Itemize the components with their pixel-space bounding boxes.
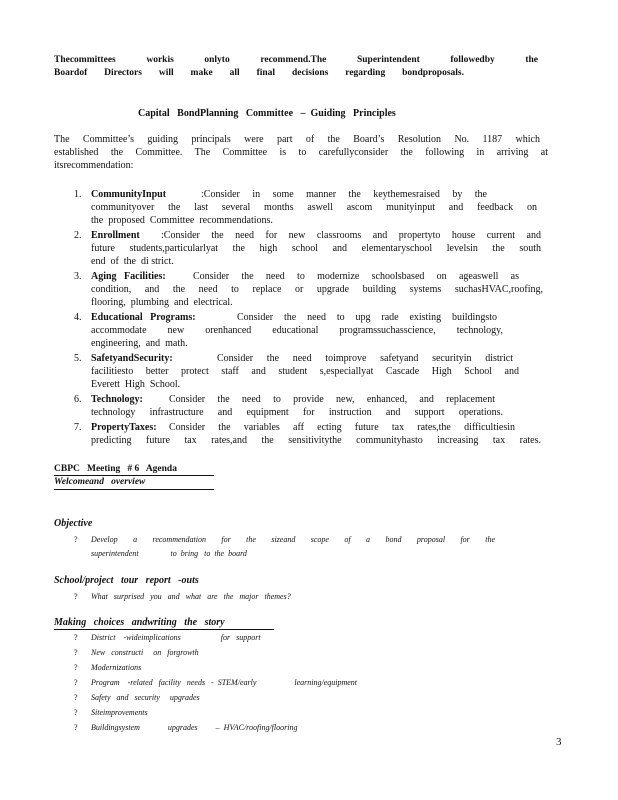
tour-heading: School/project tour report -outs — [54, 575, 199, 586]
bullet-glyph: ? — [74, 693, 78, 702]
principle-text: condition, and the need to replace or upgrade building systems suchasHVAC,roofing, — [91, 284, 543, 295]
principle-text: facilitiesto better protect staff and student s,especiallyat Cascade High School and — [91, 366, 519, 377]
principle-text: Consider the need to provide new, enhanced, and replacement — [169, 394, 495, 405]
choices-heading: Making choices andwriting the story — [54, 617, 225, 628]
bullet-glyph: ? — [74, 592, 78, 601]
principle-text: future students,particularlyat the high school and elementaryschool levelsin the south — [91, 243, 541, 254]
guiding-para-line-3: itsrecommendation: — [54, 160, 134, 171]
list-number: 1. — [74, 189, 82, 200]
list-number: 6. — [74, 394, 82, 405]
principle-text: Everett High School. — [91, 379, 181, 390]
choices-underline — [54, 629, 274, 630]
intro-line-1: Thecommittees workis onlyto recommend.The Superintendent followedby the — [54, 55, 538, 65]
principle-text: Consider the variables aff ecting future tax rates,the difficultiesin — [169, 422, 515, 433]
agenda-heading-underline — [54, 475, 214, 476]
bullet-glyph: ? — [74, 633, 78, 642]
bullet-glyph: ? — [74, 678, 78, 687]
principle-text: Consider the need to upg rade existing buildingsto — [237, 312, 497, 323]
principle-text: :Consider the need for new classrooms and propertyto house current and — [161, 230, 541, 241]
bullet-glyph: ? — [74, 535, 78, 544]
principle-title: Enrollment — [91, 230, 140, 241]
principle-title: Aging Facilities: — [91, 271, 166, 282]
principle-text: Consider the need toimprove safetyand securityin district — [217, 353, 513, 364]
principle-text: Consider the need to modernize schoolsbased on ageaswell as — [193, 271, 519, 282]
objective-heading: Objective — [54, 518, 93, 529]
principle-text: end of the di strict. — [91, 256, 174, 267]
bullet-glyph: ? — [74, 723, 78, 732]
bullet-glyph: ? — [74, 663, 78, 672]
agenda-item: District -wideimplications for support — [91, 633, 261, 642]
page-number: 3 — [556, 736, 562, 748]
principle-title: Technology: — [91, 394, 143, 405]
principle-text: :Consider in some manner the keythemesraised by the — [201, 189, 487, 200]
agenda-item: Safety and security upgrades — [91, 693, 200, 702]
agenda-item: superintendent to bring to the board — [91, 549, 247, 558]
bullet-glyph: ? — [74, 708, 78, 717]
bullet-glyph: ? — [74, 648, 78, 657]
principle-text: predicting future tax rates,and the sensitivitythe communityhasto increasing tax rates. — [91, 435, 541, 446]
principle-title: CommunityInput — [91, 189, 167, 200]
agenda-item: New constructi on forgrowth — [91, 648, 199, 657]
list-number: 2. — [74, 230, 82, 241]
welcome-heading: Welcomeand overview — [54, 477, 146, 487]
principle-text: accommodate new orenhanced educational programssuchasscience, technology, — [91, 325, 503, 336]
guiding-para-line-1: The Committee’s guiding principals were part of the Board’s Resolution No. 1187 which — [54, 134, 540, 145]
welcome-underline — [54, 489, 214, 490]
agenda-item: Modernizations — [91, 663, 142, 672]
principle-text: technology infrastructure and equipment for instruction and support operations. — [91, 407, 503, 418]
agenda-item: Program -related facility needs - STEM/early learning/equipment — [91, 678, 358, 687]
list-number: 3. — [74, 271, 82, 282]
agenda-item: Buildingsystem upgrades – HVAC/roofing/flooring — [91, 723, 298, 732]
guiding-para-line-2: established the Committee. The Committee is to carefullyconsider the following in arriving at — [54, 147, 548, 158]
agenda-item: What surprised you and what are the major themes? — [91, 592, 291, 601]
principle-text: communityover the last several months aswell ascom munityinput and feedback on — [91, 202, 537, 213]
list-number: 5. — [74, 353, 82, 364]
principle-title: Educational Programs: — [91, 312, 196, 323]
intro-line-2: Boardof Directors will make all final decisions regarding bondproposals. — [54, 68, 464, 78]
agenda-heading: CBPC Meeting # 6 Agenda — [54, 464, 177, 474]
principle-title: SafetyandSecurity: — [91, 353, 173, 364]
principle-text: engineering, and math. — [91, 338, 188, 349]
agenda-item: Develop a recommendation for the sizeand scope of a bond proposal for the — [91, 535, 495, 544]
section-title: Capital BondPlanning Committee – Guiding Principles — [138, 108, 396, 119]
list-number: 7. — [74, 422, 82, 433]
principle-title: PropertyTaxes: — [91, 422, 157, 433]
principle-text: the proposed Committee recommendations. — [91, 215, 273, 226]
agenda-item: Siteimprovements — [91, 708, 148, 717]
list-number: 4. — [74, 312, 82, 323]
principle-text: flooring, plumbing and electrical. — [91, 297, 233, 308]
